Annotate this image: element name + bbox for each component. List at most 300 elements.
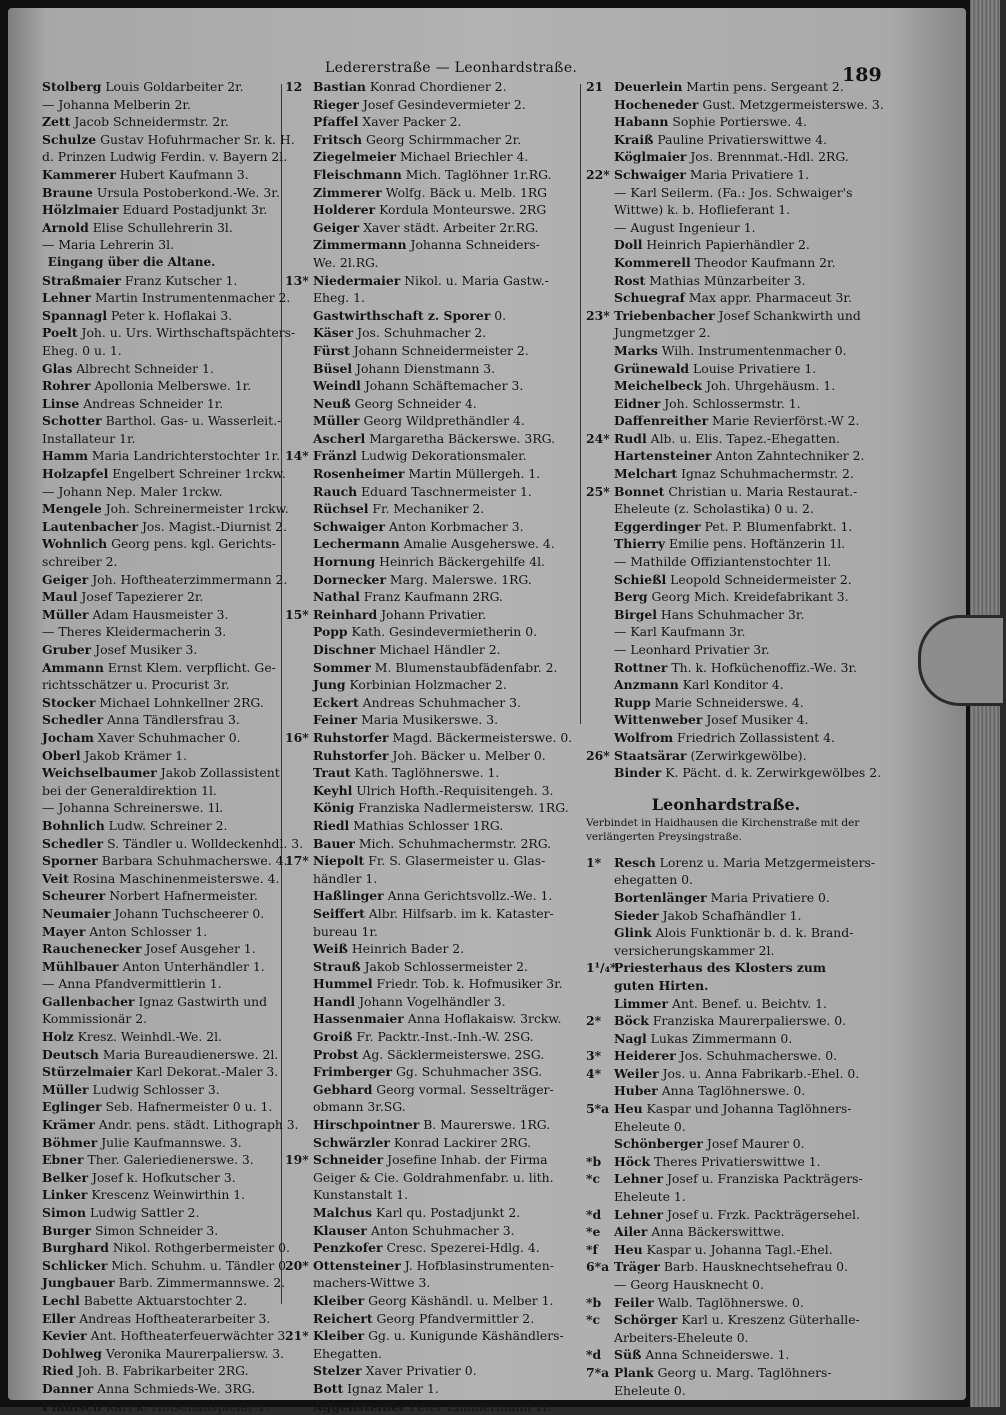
resident-name: Zett — [42, 114, 71, 130]
directory-entry — [14, 96, 279, 114]
directory-entry — [586, 395, 906, 413]
directory-entry — [14, 1222, 279, 1240]
directory-entry — [14, 377, 279, 395]
resident-name: Böhmer — [42, 1134, 98, 1150]
house-number: 13* — [285, 272, 309, 288]
directory-entry — [14, 219, 279, 237]
entry-details: Kath. Taglöhnerswe. 1. — [350, 765, 500, 781]
entry-details: Johanna Schneiders- — [406, 237, 540, 253]
entry-details: Franziska Maurerpalierswe. 0. — [648, 1013, 847, 1029]
directory-entry — [586, 166, 906, 184]
resident-name: Süß — [614, 1347, 642, 1363]
entry-details: Lorenz u. Maria Metzgermeisters- — [655, 854, 876, 870]
resident-name: Ascherl — [313, 430, 366, 446]
directory-entry — [14, 1204, 279, 1222]
entry-details: Eheleute 0. — [614, 1118, 686, 1134]
directory-entry — [285, 694, 575, 712]
resident-name: Heu — [614, 1101, 643, 1117]
entry-details: Andreas Schneider 1r. — [79, 395, 224, 411]
entry-details: Heinrich Papierhändler 2. — [642, 237, 810, 253]
directory-entry — [586, 659, 906, 677]
entry-details: Andreas Hoftheaterarbeiter 3. — [75, 1310, 271, 1326]
entry-details: Marg. Malerswe. 1RG. — [385, 571, 532, 587]
directory-entry — [285, 342, 575, 360]
directory-entry — [586, 131, 906, 149]
resident-name: Haßlinger — [313, 888, 384, 904]
entry-details: Johann Vogelhändler 3. — [355, 993, 506, 1009]
directory-entry — [14, 483, 279, 501]
resident-name: Kleiber — [313, 1292, 365, 1308]
entry-details: Apollonia Melberswe. 1r. — [90, 378, 252, 394]
resident-name: Büsel — [313, 360, 353, 376]
resident-name: Veit — [42, 870, 69, 886]
resident-name: Schönberger — [614, 1136, 703, 1152]
resident-name: Geiger — [42, 571, 89, 587]
entry-details: Josef Ausgeher 1. — [141, 941, 256, 957]
entry-details: Ursula Postoberkond.-We. 3r. — [92, 184, 280, 200]
directory-entry — [586, 588, 906, 606]
entry-details: Heinrich Bader 2. — [347, 941, 465, 957]
resident-name: Lechermann — [313, 536, 400, 552]
directory-entry — [586, 1223, 906, 1241]
directory-entry — [285, 923, 575, 941]
directory-entry — [586, 995, 906, 1013]
resident-name: Dornecker — [313, 571, 386, 587]
entry-details: Jos. u. Anna Fabrikarb.-Ehel. 0. — [658, 1065, 860, 1081]
resident-name: Melchart — [614, 466, 678, 482]
entry-details: Josef k. Hofkutscher 3. — [88, 1169, 236, 1185]
directory-entry — [285, 166, 575, 184]
directory-entry — [14, 289, 291, 307]
directory-entry — [285, 1046, 575, 1064]
entry-details: Josef Schankwirth und — [714, 307, 861, 323]
resident-name: Reinhard — [313, 606, 378, 622]
resident-name: Burger — [42, 1222, 92, 1238]
entry-details: Xaver Schuhmacher 0. — [93, 729, 241, 745]
directory-entry — [285, 1257, 575, 1275]
entries-leonhardstrasse — [586, 854, 906, 1399]
directory-entry — [14, 571, 288, 589]
directory-entry — [14, 412, 282, 430]
entry-details: Ehegatten. — [313, 1345, 382, 1361]
directory-entry — [285, 96, 575, 114]
resident-name: Stolberg — [42, 79, 102, 94]
directory-entry — [14, 623, 279, 641]
directory-entry — [285, 360, 575, 378]
resident-name: Resch — [614, 854, 656, 870]
directory-entry — [285, 940, 575, 958]
entry-details: Jos. Magist.-Diurnist 2. — [138, 518, 287, 534]
entry-details: Andr. pens. städt. Lithograph 3. — [94, 1117, 299, 1133]
resident-name: Deutsch — [42, 1046, 99, 1062]
resident-name: Mühlbauer — [42, 958, 119, 974]
entry-details: We. 2l.RG. — [313, 254, 379, 270]
entry-details: Mathias Schlosser 1RG. — [349, 817, 504, 833]
directory-entry — [14, 694, 279, 712]
resident-name: Oberl — [42, 747, 81, 763]
resident-name: Keyhl — [313, 782, 353, 798]
resident-name: Müller — [42, 606, 89, 622]
resident-name: Rudl — [614, 430, 647, 446]
directory-entry — [586, 219, 906, 237]
resident-name: Müller — [313, 413, 360, 429]
directory-entry — [14, 799, 279, 817]
entry-details: Kaspar und Johanna Taglöhners- — [642, 1101, 852, 1117]
entry-details: Karl qu. Postadjunkt 2. — [372, 1205, 521, 1220]
entry-details: Kunstanstalt 1. — [313, 1187, 409, 1203]
directory-entry — [586, 942, 906, 960]
directory-entry — [14, 711, 279, 729]
house-number: 26* — [586, 747, 610, 763]
entry-details: — Theres Kleidermacherin 3. — [42, 624, 227, 640]
entry-details: Wolfg. Bäck u. Melb. 1RG — [381, 184, 548, 200]
resident-name: Eckert — [313, 694, 359, 710]
entry-details: B. Maurerswe. 1RG. — [419, 1117, 551, 1133]
entry-details: Anna Bäckerswittwe. — [647, 1224, 785, 1240]
entry-details: Anna Hoflakaisw. 3rckw. — [403, 1011, 562, 1027]
resident-name: Simon — [42, 1205, 87, 1220]
resident-name: Rohrer — [42, 378, 91, 394]
directory-entry — [285, 1063, 575, 1081]
house-number: 15* — [285, 606, 309, 622]
directory-entry — [285, 430, 575, 448]
directory-entry — [14, 307, 279, 325]
resident-name: Hummel — [313, 976, 373, 992]
resident-name: Ottensteiner — [313, 1257, 401, 1273]
directory-entry — [586, 377, 906, 395]
directory-entry — [14, 1292, 279, 1310]
resident-name: Berg — [614, 589, 648, 605]
directory-entry — [285, 412, 575, 430]
resident-name: Fränzl — [313, 448, 357, 464]
resident-name: Eidner — [614, 395, 661, 411]
entry-details: Theres Privatierswittwe 1. — [650, 1153, 821, 1169]
entry-details: Josef Musiker 4. — [702, 712, 809, 728]
entry-details: Eheleute (z. Scholastika) 0 u. 2. — [614, 501, 814, 517]
resident-name: Spannagl — [42, 307, 108, 323]
directory-entry — [586, 1258, 906, 1276]
resident-name: Krämer — [42, 1117, 95, 1133]
directory-entry — [586, 465, 906, 483]
entry-details: Nikol. u. Maria Gastw.- — [400, 272, 549, 288]
entry-details: Alb. u. Elis. Tapez.-Ehegatten. — [646, 430, 840, 446]
entry-details: Rosina Maschinenmeisterswe. 4. — [68, 870, 280, 886]
directory-entry — [285, 975, 575, 993]
resident-name: Meichelbeck — [614, 378, 703, 394]
directory-entry — [586, 694, 906, 712]
resident-name: Lautenbacher — [42, 518, 139, 534]
directory-entry — [285, 184, 575, 202]
resident-name: Geiger — [313, 219, 360, 235]
entry-details: Ludwig Schlosser 3. — [88, 1081, 220, 1097]
resident-name: Rieger — [313, 96, 359, 112]
entry-details: Ulrich Hofth.-Requisitengeh. 3. — [352, 782, 554, 798]
resident-name: Schulze — [42, 131, 97, 147]
directory-entry — [285, 1310, 575, 1328]
directory-entry — [285, 553, 575, 571]
entry-details: Konrad Lackirer 2RG. — [389, 1134, 532, 1150]
directory-entry — [14, 887, 279, 905]
entry-details: Installateur 1r. — [42, 430, 136, 446]
directory-entry — [285, 782, 575, 800]
entry-details: Martin Müllergeh. 1. — [404, 466, 541, 482]
resident-name: Eller — [42, 1310, 76, 1326]
resident-name: Seiffert — [313, 905, 365, 921]
entry-details: Josefine Inhab. der Firma — [383, 1152, 548, 1168]
entry-details: Georg Mich. Kreidefabrikant 3. — [647, 589, 849, 605]
directory-entry — [586, 500, 906, 518]
column-right — [586, 78, 906, 1398]
entry-details: Engelbert Schreiner 1rckw. — [108, 466, 286, 482]
entry-details: Seb. Hafnermeister 0 u. 1. — [101, 1099, 273, 1115]
resident-name: Penzkofer — [313, 1240, 383, 1256]
resident-name: Gruber — [42, 642, 92, 657]
entry-details: händler 1. — [313, 870, 378, 886]
resident-name: Wittenweber — [614, 712, 703, 728]
resident-name: Glink — [614, 925, 652, 941]
resident-name: Weiß — [313, 941, 348, 957]
entry-details: Louis Goldarbeiter 2r. — [101, 79, 244, 94]
house-number: *b — [586, 1294, 602, 1310]
directory-entry — [14, 465, 286, 483]
entry-details: Gg. u. Kunigunde Käshändlers- — [364, 1328, 564, 1344]
resident-name: Hamm — [42, 448, 88, 464]
directory-entry — [14, 1274, 286, 1292]
directory-entry — [14, 1257, 290, 1275]
resident-name: Kraiß — [614, 131, 654, 147]
resident-name: Scheurer — [42, 888, 106, 904]
entry-details: Joh. Schreinermeister 1rckw. — [101, 501, 289, 517]
house-number: 16* — [285, 729, 309, 745]
resident-name: Traut — [313, 765, 351, 781]
resident-name: Sieder — [614, 907, 659, 923]
resident-name: Bott — [313, 1380, 344, 1396]
directory-entry — [586, 430, 906, 448]
entry-details: Anna Taglöhnerswe. 0. — [657, 1083, 806, 1099]
resident-name: Anzmann — [614, 677, 679, 693]
resident-name: Wolfrom — [614, 729, 674, 745]
entry-details: Krescenz Weinwirthin 1. — [87, 1187, 246, 1203]
page-number: 189 — [842, 64, 882, 86]
house-number: 5*a — [586, 1101, 610, 1117]
entry-details: Barb. Hausknechtsehefrau 0. — [659, 1259, 849, 1275]
entry-details: Maria Privatiere 1. — [685, 166, 810, 182]
directory-entry — [586, 641, 906, 659]
resident-name: Plank — [614, 1364, 654, 1380]
entry-details: Georg Schneider 4. — [350, 395, 477, 411]
directory-entry — [285, 1380, 575, 1398]
resident-name: Probst — [313, 1046, 359, 1062]
entry-details: Friedr. Tob. k. Hofmusiker 3r. — [372, 976, 563, 992]
resident-name: Gastwirthschaft z. Sporer — [313, 307, 491, 323]
entry-details: Th. k. Hofküchenoffiz.-We. 3r. — [667, 659, 857, 675]
entry-details: Barthol. Gas- u. Wasserleit.- — [101, 413, 282, 429]
resident-name: Fürst — [313, 342, 350, 358]
directory-entry — [14, 1362, 279, 1380]
directory-entry — [285, 1116, 575, 1134]
directory-entry — [586, 1065, 906, 1083]
resident-name: Neuß — [313, 395, 351, 411]
resident-name: König — [313, 800, 355, 816]
directory-entry — [14, 1081, 279, 1099]
entry-details: Norbert Hafnermeister. — [105, 888, 258, 904]
directory-entry — [586, 1118, 906, 1136]
directory-entry — [285, 447, 575, 465]
entry-details: Friedrich Zollassistent 4. — [673, 729, 835, 745]
directory-entry — [14, 131, 295, 149]
directory-entry — [586, 747, 906, 765]
entry-details: Hans Schuhmacher 3r. — [656, 606, 805, 622]
entry-details: Mich. Schuhmachermstr. 2RG. — [354, 835, 552, 851]
house-number: *d — [586, 1347, 602, 1363]
directory-entry — [586, 113, 906, 131]
entry-details: Arbeiters-Eheleute 0. — [614, 1329, 749, 1345]
resident-name: Daffenreither — [614, 413, 709, 429]
directory-entry — [14, 500, 289, 518]
resident-name: Jocham — [42, 729, 94, 745]
entry-details: — Karl Kaufmann 3r. — [614, 624, 746, 640]
entry-details: Michael Lohnkellner 2RG. — [95, 694, 264, 710]
entry-details: Ignaz Gastwirth und — [134, 993, 268, 1009]
resident-name: Limmer — [614, 995, 669, 1011]
directory-entry — [586, 889, 906, 907]
entry-details: Josef Tapezierer 2r. — [77, 589, 204, 605]
entry-details: Josef Gesindevermieter 2. — [358, 96, 526, 112]
directory-entry — [586, 1153, 906, 1171]
resident-name: Hocheneder — [614, 96, 699, 112]
entry-details: Marie Revierförst.-W 2. — [708, 413, 860, 429]
entry-details: Peter Zimmermann 1r. — [405, 1398, 552, 1414]
directory-entry — [285, 1274, 575, 1292]
entry-details: Joh. Hoftheaterzimmermann 2. — [88, 571, 288, 587]
directory-entry — [285, 254, 575, 272]
entry-details: — Johann Nep. Maler 1rckw. — [42, 483, 223, 499]
directory-entry — [586, 1082, 906, 1100]
entry-details: — Karl Seilerm. (Fa.: Jos. Schwaiger's — [614, 184, 853, 200]
entry-details: Jacob Schneidermstr. 2r. — [70, 114, 229, 130]
directory-entry — [586, 1100, 906, 1118]
entry-details: Simon Schneider 3. — [91, 1222, 219, 1238]
resident-name: Zimmerer — [313, 184, 382, 200]
entry-details: Anton Unterhändler 1. — [118, 958, 265, 974]
directory-entry — [14, 1063, 279, 1081]
entry-details: Babette Aktuarstochter 2. — [79, 1292, 248, 1308]
resident-name: Lehner — [614, 1171, 664, 1187]
entry-details: — Maria Lehrerin 3l. — [42, 237, 175, 253]
entry-details: Joh. Schlossermstr. 1. — [660, 395, 801, 411]
resident-name: Böck — [614, 1013, 649, 1029]
directory-entry — [285, 236, 575, 254]
entry-details: Xaver städt. Arbeiter 2r.RG. — [359, 219, 539, 235]
entry-details: Johann Schäftemacher 3. — [360, 378, 524, 394]
entry-details: Geiger & Cie. Goldrahmenfabr. u. lith. — [313, 1169, 554, 1185]
directory-entry — [285, 78, 575, 96]
directory-entry — [14, 606, 279, 624]
entry-details: Albrecht Schneider 1. — [72, 360, 214, 376]
entry-details: Christian u. Maria Restaurat.- — [664, 483, 858, 499]
directory-entry — [586, 1047, 906, 1065]
directory-entry — [586, 907, 906, 925]
house-number: 22* — [586, 166, 610, 182]
house-number: 6*a — [586, 1259, 610, 1275]
directory-entry — [586, 324, 906, 342]
resident-name: Schlicker — [42, 1257, 108, 1273]
resident-name: Müller — [42, 1081, 89, 1097]
resident-name: Holderer — [313, 202, 376, 218]
entry-details: K. Pächt. d. k. Zerwirkgewölbes 2. — [661, 765, 882, 781]
directory-entry — [586, 342, 906, 360]
resident-name: Fleischmann — [313, 166, 402, 182]
directory-entry — [586, 676, 906, 694]
entry-details: Karl k. Hofschauspieler 1. — [101, 1398, 270, 1414]
resident-name: Feiler — [614, 1294, 654, 1310]
directory-entry — [14, 1310, 279, 1328]
entry-details: Joh. Bäcker u. Melber 0. — [388, 747, 546, 763]
directory-entry — [586, 729, 906, 747]
house-number: 4* — [586, 1065, 602, 1081]
resident-name: Kevier — [42, 1328, 87, 1344]
entry-details: Georg pens. kgl. Gerichts- — [107, 536, 276, 552]
directory-entry — [285, 535, 575, 553]
directory-entry — [586, 553, 906, 571]
directory-entry — [285, 606, 575, 624]
house-number: 21 — [586, 79, 604, 94]
directory-entry — [14, 852, 288, 870]
directory-entry — [586, 447, 906, 465]
directory-entry — [586, 1241, 906, 1259]
directory-entry — [285, 219, 575, 237]
resident-name: Lehner — [42, 290, 92, 306]
directory-entry — [14, 958, 279, 976]
house-number: *d — [586, 1206, 602, 1222]
directory-entry — [14, 236, 279, 254]
resident-name: Hornung — [313, 554, 376, 570]
resident-name: Rottner — [614, 659, 668, 675]
directory-entry — [285, 148, 575, 166]
resident-name: Popp — [313, 624, 348, 640]
entry-details: Ant. Benef. u. Beichtv. 1. — [668, 995, 827, 1011]
resident-name: Rupp — [614, 694, 651, 710]
resident-name: Deuerlein — [614, 79, 683, 94]
resident-name: Höck — [614, 1153, 651, 1169]
directory-entry — [14, 764, 279, 782]
directory-entry — [586, 148, 906, 166]
entry-details: Georg Wildprethändler 4. — [359, 413, 525, 429]
entry-details: Eduard Taschnermeister 1. — [357, 483, 532, 499]
directory-entry — [14, 1098, 279, 1116]
entry-details: Jakob Schlossermeister 2. — [360, 958, 528, 974]
column-rule — [580, 84, 581, 724]
resident-name: Bohnlich — [42, 817, 105, 833]
resident-name: Lehner — [614, 1206, 664, 1222]
entry-details: Joh. B. Fabrikarbeiter 2RG. — [73, 1363, 249, 1379]
directory-entry — [586, 78, 906, 96]
entry-details: Ther. Galeriedienerswe. 3. — [83, 1152, 254, 1168]
entry-details: — Leonhard Privatier 3r. — [614, 642, 770, 657]
resident-name: Kammerer — [42, 166, 116, 182]
entry-details: M. Blumenstaubfädenfabr. 2. — [370, 659, 558, 675]
directory-entry — [285, 711, 575, 729]
directory-entry — [285, 747, 575, 765]
directory-entry — [586, 623, 906, 641]
entry-details: Georg Käshändl. u. Melber 1. — [364, 1292, 554, 1308]
resident-name: Ruhstorfer — [313, 747, 389, 763]
entry-details: Jakob Krämer 1. — [80, 747, 188, 763]
resident-name: Schotter — [42, 413, 102, 429]
resident-name: Ruhstorfer — [313, 729, 389, 745]
house-number: 1* — [586, 854, 602, 870]
house-number: 21* — [285, 1328, 309, 1344]
